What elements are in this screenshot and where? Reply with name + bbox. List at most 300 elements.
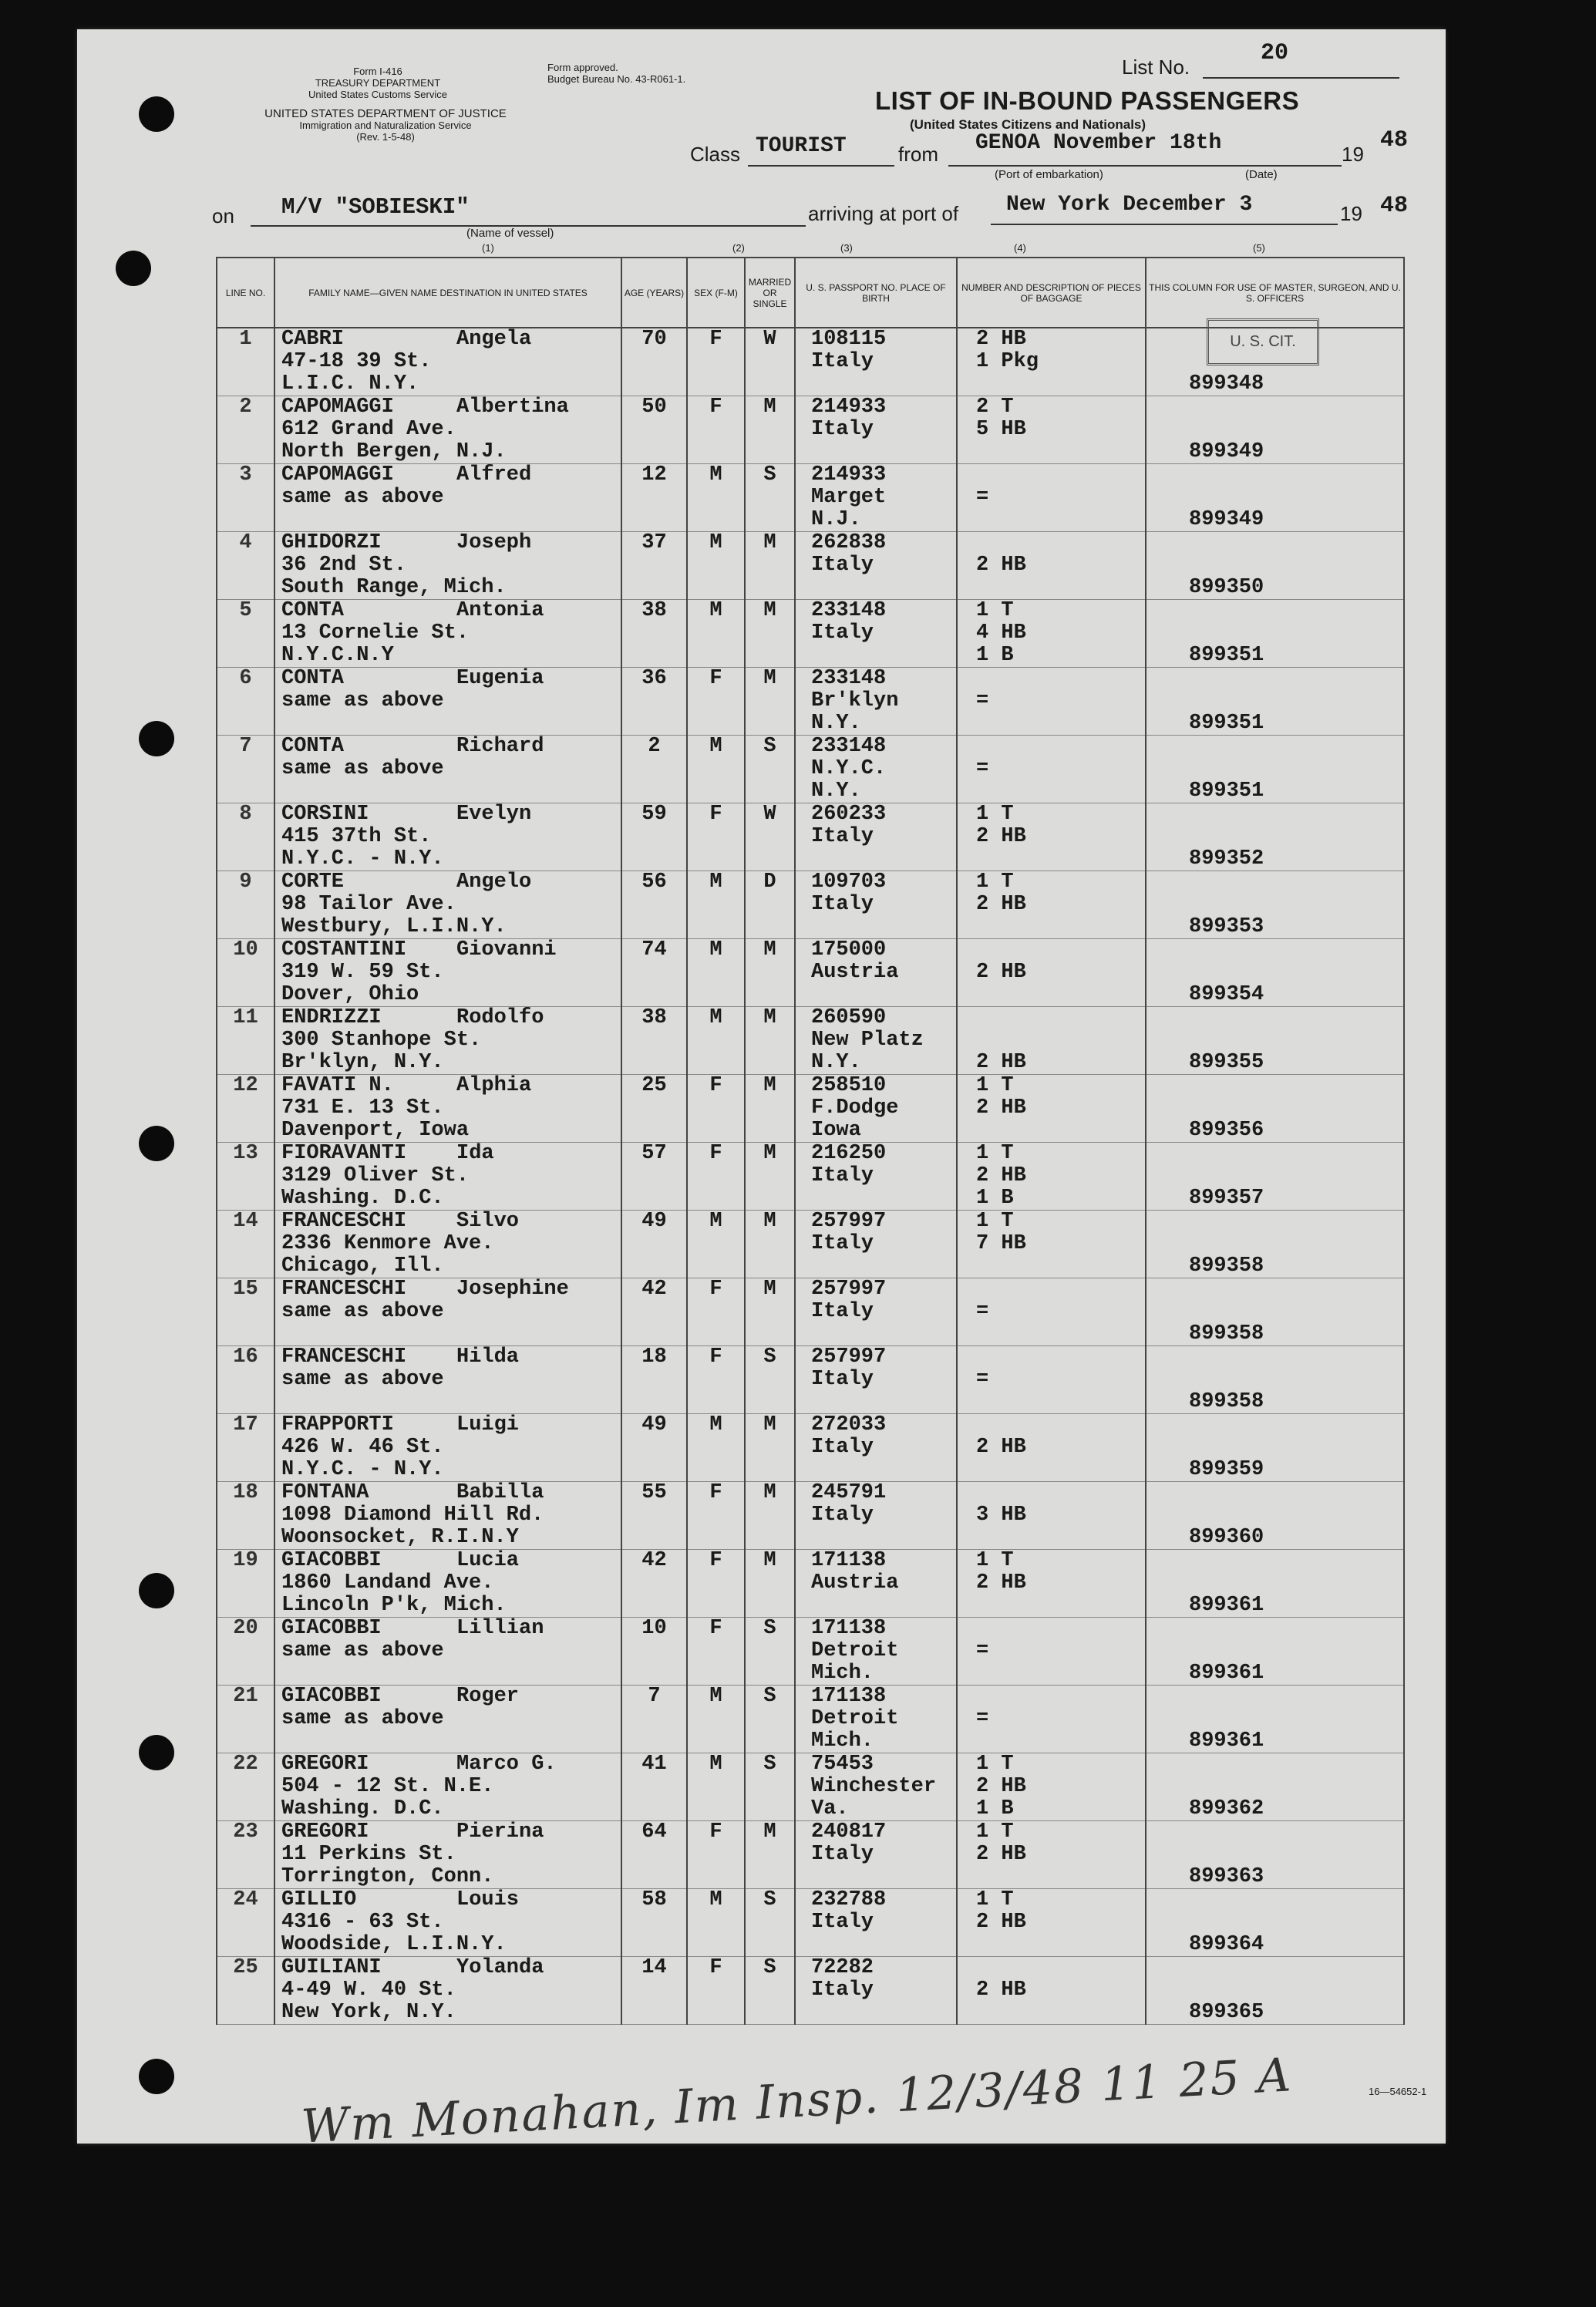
line-number: 11 — [217, 1007, 274, 1075]
baggage-line: 1 T — [976, 871, 1014, 894]
family-name: FRANCESCHI — [281, 1278, 407, 1301]
officer-number: 899353 — [1189, 915, 1264, 938]
baggage — [957, 396, 1146, 464]
marital-status: M — [745, 1482, 795, 1550]
baggage-line — [976, 916, 1145, 938]
page-title: LIST OF IN-BOUND PASSENGERS — [875, 86, 1300, 115]
address-line-1: 47-18 39 St. — [281, 350, 432, 373]
officer-number: 899357 — [1189, 1187, 1264, 1210]
baggage-line: 2 HB — [976, 554, 1026, 577]
birthplace-state — [811, 984, 956, 1006]
age: 10 — [621, 1618, 687, 1686]
address-line-1: 1098 Diamond Hill Rd. — [281, 1504, 544, 1527]
name-destination-cell — [274, 1957, 621, 2025]
line-number: 8 — [217, 803, 274, 871]
officer-number: 899351 — [1189, 644, 1264, 667]
officer-number: 899365 — [1189, 2001, 1264, 2024]
marital-status: M — [745, 532, 795, 600]
name-destination-cell — [274, 736, 621, 803]
passport-number: 233148 — [811, 735, 887, 758]
family-name: GHIDORZI — [281, 531, 382, 554]
col-number: (3) — [840, 242, 853, 254]
family-name: CONTA — [281, 667, 345, 690]
officer-number: 899350 — [1189, 576, 1264, 599]
passport-number: 109703 — [811, 871, 887, 894]
birthplace: Italy — [811, 418, 874, 441]
line-number: 2 — [217, 396, 274, 464]
passport-number: 260590 — [811, 1006, 887, 1029]
officer-column — [1146, 1686, 1404, 1753]
line-number: 12 — [217, 1075, 274, 1143]
arrival-year: 48 — [1380, 193, 1409, 219]
passport-number: 272033 — [811, 1413, 887, 1436]
passenger-row — [217, 396, 1404, 464]
date-caption: (Date) — [1245, 168, 1278, 181]
family-name: CAPOMAGGI — [281, 396, 394, 419]
officer-number: 899349 — [1189, 440, 1264, 463]
birthplace: New Platz — [811, 1029, 924, 1052]
list-no-value: 20 — [1261, 40, 1289, 66]
marital-status: S — [745, 464, 795, 532]
age: 50 — [621, 396, 687, 464]
marital-status: M — [745, 1414, 795, 1482]
passport-birthplace — [795, 1889, 957, 1957]
table-header-row — [217, 258, 1404, 328]
passenger-row — [217, 1143, 1404, 1211]
line-number: 15 — [217, 1278, 274, 1346]
family-name: CABRI — [281, 328, 345, 351]
sex: F — [687, 1957, 745, 2025]
binder-hole — [139, 96, 174, 132]
baggage-line — [976, 1618, 1145, 1640]
birthplace-state — [811, 1595, 956, 1617]
line-number: 18 — [217, 1482, 274, 1550]
name-destination-cell — [274, 1618, 621, 1686]
line-number: 16 — [217, 1346, 274, 1414]
baggage-line — [976, 464, 1145, 487]
name-destination-cell — [274, 1211, 621, 1278]
passport-number: 233148 — [811, 667, 887, 690]
age: 38 — [621, 1007, 687, 1075]
baggage-line: 2 HB — [976, 1775, 1026, 1798]
sex: F — [687, 1346, 745, 1414]
address-line-2: Torrington, Conn. — [281, 1865, 494, 1888]
baggage — [957, 1753, 1146, 1821]
officer-column — [1146, 464, 1404, 532]
line-number: 10 — [217, 939, 274, 1007]
baggage-line: 1 T — [976, 803, 1014, 826]
birthplace-state: N.Y. — [811, 780, 861, 803]
passport-birthplace — [795, 328, 957, 396]
address-line-1: same as above — [281, 1707, 444, 1730]
baggage-line: 1 T — [976, 1549, 1014, 1572]
sex: M — [687, 939, 745, 1007]
approval-block — [547, 62, 685, 85]
baggage-line: 3 HB — [976, 1504, 1026, 1527]
passenger-row — [217, 1075, 1404, 1143]
address-line-2: Chicago, Ill. — [281, 1255, 444, 1278]
family-name: CORTE — [281, 871, 345, 894]
baggage-line — [976, 1730, 1145, 1753]
baggage-line: 7 HB — [976, 1232, 1026, 1255]
baggage-line — [976, 984, 1145, 1006]
address-line-1: same as above — [281, 486, 444, 509]
baggage-line: 1 T — [976, 1074, 1014, 1097]
address-line-1: same as above — [281, 757, 444, 780]
family-name: FRANCESCHI — [281, 1345, 407, 1369]
passport-number: 108115 — [811, 328, 887, 351]
given-name: Lillian — [456, 1617, 544, 1640]
age: 41 — [621, 1753, 687, 1821]
address-line-2: Woonsocket, R.I.N.Y — [281, 1526, 519, 1549]
passport-birthplace — [795, 1414, 957, 1482]
baggage-line: 2 HB — [976, 1051, 1026, 1074]
officer-column — [1146, 1007, 1404, 1075]
baggage-line: 2 HB — [976, 1096, 1026, 1120]
year-prefix-2: 19 — [1340, 202, 1362, 225]
passport-number: 257997 — [811, 1278, 887, 1301]
address-line-1: 3129 Oliver St. — [281, 1164, 470, 1187]
class-label: Class — [690, 143, 741, 166]
passport-number: 175000 — [811, 938, 887, 962]
sex: M — [687, 1686, 745, 1753]
name-destination-cell — [274, 464, 621, 532]
form-approved: Form approved. — [547, 62, 618, 73]
family-name: GIACOBBI — [281, 1549, 382, 1572]
name-destination-cell — [274, 328, 621, 396]
passport-birthplace — [795, 1618, 957, 1686]
officer-number: 899354 — [1189, 983, 1264, 1006]
address-line-1: 731 E. 13 St. — [281, 1096, 444, 1120]
family-name: GUILIANI — [281, 1956, 382, 1979]
line-number: 24 — [217, 1889, 274, 1957]
baggage-line — [976, 1391, 1145, 1413]
address-line-2: Woodside, L.I.N.Y. — [281, 1933, 507, 1956]
birthplace-state — [811, 1323, 956, 1345]
passenger-row — [217, 1278, 1404, 1346]
birthplace-state — [811, 1934, 956, 1956]
class-value: TOURIST — [756, 134, 847, 158]
marital-status: M — [745, 1143, 795, 1211]
baggage — [957, 464, 1146, 532]
baggage — [957, 328, 1146, 396]
passenger-row — [217, 1414, 1404, 1482]
family-name: GILLIO — [281, 1888, 357, 1911]
passport-birthplace — [795, 1821, 957, 1889]
baggage — [957, 1143, 1146, 1211]
given-name: Pierina — [456, 1820, 544, 1844]
passport-number: 233148 — [811, 599, 887, 622]
officer-column — [1146, 1211, 1404, 1278]
passenger-row — [217, 668, 1404, 736]
address-line-2: L.I.C. N.Y. — [281, 372, 419, 396]
age: 2 — [621, 736, 687, 803]
age: 36 — [621, 668, 687, 736]
line-number: 22 — [217, 1753, 274, 1821]
binder-hole — [139, 1573, 174, 1608]
officer-column — [1146, 1550, 1404, 1618]
passport-number: 258510 — [811, 1074, 887, 1097]
age: 7 — [621, 1686, 687, 1753]
arriving-label: arriving at port of — [808, 202, 959, 225]
officer-number: 899361 — [1189, 1594, 1264, 1617]
family-name: FAVATI N. — [281, 1074, 394, 1097]
family-name: COSTANTINI — [281, 938, 407, 962]
marital-status: D — [745, 871, 795, 939]
given-name: Rodolfo — [456, 1006, 544, 1029]
address-line-1: 300 Stanhope St. — [281, 1029, 482, 1052]
given-name: Evelyn — [456, 803, 532, 826]
officer-number: 899364 — [1189, 1933, 1264, 1956]
marital-status: S — [745, 1686, 795, 1753]
birthplace: Italy — [811, 1504, 874, 1527]
address-line-1: 4-49 W. 40 St. — [281, 1979, 456, 2002]
col-number: (4) — [1014, 242, 1026, 254]
given-name: Alfred — [456, 463, 532, 487]
age: 55 — [621, 1482, 687, 1550]
binder-hole — [116, 251, 151, 286]
address-line-2: Washing. D.C. — [281, 1797, 444, 1820]
passenger-row — [217, 600, 1404, 668]
baggage-line: = — [976, 1300, 989, 1323]
officer-column — [1146, 1889, 1404, 1957]
baggage-line — [976, 577, 1145, 599]
col-number: (1) — [482, 242, 494, 254]
baggage-line — [976, 532, 1145, 554]
sex: F — [687, 396, 745, 464]
birthplace: Italy — [811, 825, 874, 848]
birthplace: Italy — [811, 1843, 874, 1866]
passport-birthplace — [795, 532, 957, 600]
address-line-1: 1860 Landand Ave. — [281, 1571, 494, 1595]
baggage-line: = — [976, 1368, 989, 1391]
marital-status: M — [745, 1821, 795, 1889]
baggage-line: 2 HB — [976, 1843, 1026, 1866]
baggage — [957, 1550, 1146, 1618]
baggage — [957, 1482, 1146, 1550]
passport-number: 260233 — [811, 803, 887, 826]
passport-number: 240817 — [811, 1820, 887, 1844]
passport-number: 75453 — [811, 1753, 874, 1776]
sex: F — [687, 1618, 745, 1686]
name-destination-cell — [274, 1821, 621, 1889]
baggage — [957, 1414, 1146, 1482]
sex: F — [687, 803, 745, 871]
birthplace: Br'klyn — [811, 689, 899, 712]
marital-status: W — [745, 803, 795, 871]
birthplace: Italy — [811, 1911, 874, 1934]
officer-column — [1146, 1143, 1404, 1211]
baggage — [957, 939, 1146, 1007]
officer-column — [1146, 1957, 1404, 2025]
line-number: 5 — [217, 600, 274, 668]
family-name: FRANCESCHI — [281, 1210, 407, 1233]
officer-column — [1146, 1075, 1404, 1143]
family-name: FIORAVANTI — [281, 1142, 407, 1165]
sex: F — [687, 1550, 745, 1618]
address-line-2: Westbury, L.I.N.Y. — [281, 915, 507, 938]
line-number: 13 — [217, 1143, 274, 1211]
address-line-1: 504 - 12 St. N.E. — [281, 1775, 494, 1798]
name-destination-cell — [274, 939, 621, 1007]
col-header-baggage: NUMBER AND DESCRIPTION OF PIECES OF BAGGAGE — [957, 258, 1146, 328]
given-name: Alphia — [456, 1074, 532, 1097]
birthplace-state: N.Y. — [811, 712, 861, 735]
baggage-line — [976, 1255, 1145, 1278]
birthplace: Italy — [811, 1300, 874, 1323]
birthplace: Marget — [811, 486, 887, 509]
age: 49 — [621, 1414, 687, 1482]
family-name: GREGORI — [281, 1753, 369, 1776]
baggage-line — [976, 668, 1145, 690]
name-destination-cell — [274, 396, 621, 464]
officer-number: 899351 — [1189, 712, 1264, 735]
baggage-line — [976, 780, 1145, 803]
line-number: 19 — [217, 1550, 274, 1618]
given-name: Richard — [456, 735, 544, 758]
given-name: Babilla — [456, 1481, 544, 1504]
baggage — [957, 600, 1146, 668]
marital-status: M — [745, 1278, 795, 1346]
given-name: Giovanni — [456, 938, 557, 962]
inspector-signature: Wm Monahan, Im Insp. 12/3/48 11 25 A — [300, 2048, 1294, 2154]
passport-birthplace — [795, 871, 957, 939]
budget-bureau: Budget Bureau No. 43-R061-1. — [547, 73, 686, 85]
family-name: CONTA — [281, 599, 345, 622]
family-name: CAPOMAGGI — [281, 463, 394, 487]
passenger-row — [217, 803, 1404, 871]
birthplace: Austria — [811, 961, 899, 984]
baggage-line — [976, 2002, 1145, 2024]
line-number: 23 — [217, 1821, 274, 1889]
baggage-line: 2 HB — [976, 1436, 1026, 1459]
given-name: Ida — [456, 1142, 494, 1165]
list-no-underline — [1203, 77, 1399, 79]
form-code: 16—54652-1 — [1369, 2086, 1427, 2097]
birthplace: Italy — [811, 350, 874, 373]
from-year: 48 — [1380, 127, 1409, 153]
birthplace-state — [811, 1391, 956, 1413]
officer-number: 899358 — [1189, 1322, 1264, 1345]
passport-number: 262838 — [811, 531, 887, 554]
baggage-line — [976, 1007, 1145, 1029]
passport-birthplace — [795, 1482, 957, 1550]
family-name: GREGORI — [281, 1820, 369, 1844]
marital-status: S — [745, 736, 795, 803]
passenger-row — [217, 1618, 1404, 1686]
baggage-line — [976, 1527, 1145, 1549]
birthplace-state: N.Y. — [811, 1051, 861, 1074]
address-line-1: 415 37th St. — [281, 825, 432, 848]
marital-status: M — [745, 668, 795, 736]
marital-status: M — [745, 600, 795, 668]
passenger-row — [217, 464, 1404, 532]
family-name: GIACOBBI — [281, 1617, 382, 1640]
name-destination-cell — [274, 1550, 621, 1618]
baggage-line — [976, 1957, 1145, 1979]
marital-status: S — [745, 1957, 795, 2025]
address-line-1: 426 W. 46 St. — [281, 1436, 444, 1459]
baggage-line — [976, 939, 1145, 962]
baggage-line — [976, 1595, 1145, 1617]
passport-number: 72282 — [811, 1956, 874, 1979]
baggage — [957, 871, 1146, 939]
officer-number: 899359 — [1189, 1458, 1264, 1481]
address-line-2: Br'klyn, N.Y. — [281, 1051, 444, 1074]
address-line-1: 2336 Kenmore Ave. — [281, 1232, 494, 1255]
sex: F — [687, 1821, 745, 1889]
line-number: 9 — [217, 871, 274, 939]
birthplace-state — [811, 2002, 956, 2024]
page-subtitle: (United States Citizens and Nationals) — [910, 117, 1146, 132]
birthplace-state — [811, 848, 956, 871]
baggage-line: 2 HB — [976, 961, 1026, 984]
name-destination-cell — [274, 871, 621, 939]
col-header-name: FAMILY NAME—GIVEN NAME DESTINATION IN UNITED STATES — [274, 258, 621, 328]
passport-birthplace — [795, 600, 957, 668]
name-destination-cell — [274, 1346, 621, 1414]
address-line-1: same as above — [281, 1368, 444, 1391]
sex: M — [687, 532, 745, 600]
col-header-passport: U. S. PASSPORT NO. PLACE OF BIRTH — [795, 258, 957, 328]
baggage-line — [976, 1482, 1145, 1504]
address-line-1: 13 Cornelie St. — [281, 621, 470, 645]
name-destination-cell — [274, 1686, 621, 1753]
family-name: ENDRIZZI — [281, 1006, 382, 1029]
name-destination-cell — [274, 600, 621, 668]
passenger-row — [217, 1753, 1404, 1821]
baggage-line — [976, 1934, 1145, 1956]
sex: F — [687, 1143, 745, 1211]
baggage-line: 2 HB — [976, 1979, 1026, 2002]
passport-number: 171138 — [811, 1617, 887, 1640]
passport-number: 245791 — [811, 1481, 887, 1504]
line-number: 6 — [217, 668, 274, 736]
binder-hole — [139, 2059, 174, 2094]
age: 74 — [621, 939, 687, 1007]
justice-block — [204, 108, 567, 143]
passport-number: 257997 — [811, 1210, 887, 1233]
passenger-table — [216, 257, 1405, 2025]
baggage — [957, 1889, 1146, 1957]
sex: F — [687, 1482, 745, 1550]
col-header-line-no: LINE NO. — [217, 258, 274, 328]
baggage-line: 1 B — [976, 1797, 1014, 1820]
birthplace: Italy — [811, 1436, 874, 1459]
address-line-2: N.Y.C.N.Y — [281, 644, 394, 667]
baggage-line — [976, 373, 1145, 396]
sex: M — [687, 1414, 745, 1482]
officer-column — [1146, 1482, 1404, 1550]
address-line-1: 36 2nd St. — [281, 554, 407, 577]
given-name: Louis — [456, 1888, 520, 1911]
name-destination-cell — [274, 1414, 621, 1482]
baggage — [957, 1346, 1146, 1414]
baggage-line: = — [976, 757, 989, 780]
age: 25 — [621, 1075, 687, 1143]
baggage-line: 1 Pkg — [976, 350, 1039, 373]
baggage-line: 1 T — [976, 1753, 1014, 1776]
passenger-row — [217, 1482, 1404, 1550]
passport-birthplace — [795, 736, 957, 803]
passport-birthplace — [795, 668, 957, 736]
passenger-row — [217, 1957, 1404, 2025]
line-number: 17 — [217, 1414, 274, 1482]
line-number: 1 — [217, 328, 274, 396]
line-number: 21 — [217, 1686, 274, 1753]
address-line-2: Lincoln P'k, Mich. — [281, 1594, 507, 1617]
line-number: 14 — [217, 1211, 274, 1278]
